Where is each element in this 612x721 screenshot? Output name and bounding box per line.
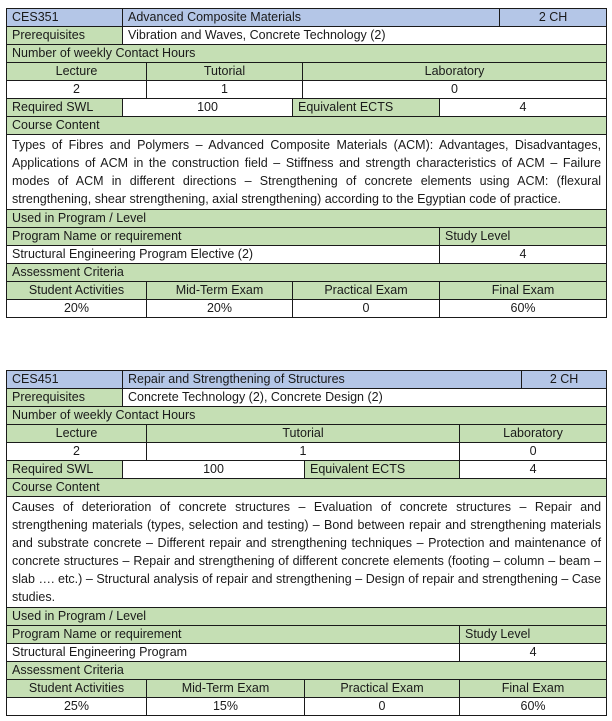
contact-hours-label: Number of weekly Contact Hours xyxy=(7,45,607,63)
practical-value: 0 xyxy=(305,698,460,716)
swl-label: Required SWL xyxy=(7,461,123,479)
laboratory-header: Laboratory xyxy=(460,425,607,443)
student-activities-value: 25% xyxy=(7,698,147,716)
swl-value: 100 xyxy=(123,461,305,479)
credit-hours: 2 CH xyxy=(522,371,607,389)
midterm-header: Mid-Term Exam xyxy=(147,680,305,698)
assessment-label: Assessment Criteria xyxy=(7,264,607,282)
study-level: 4 xyxy=(460,644,607,662)
lecture-hours: 2 xyxy=(7,81,147,99)
final-header: Final Exam xyxy=(460,680,607,698)
course-content-label: Course Content xyxy=(7,117,607,135)
prerequisites-label: Prerequisites xyxy=(7,27,123,45)
program-name: Structural Engineering Program Elective (2) xyxy=(7,246,440,264)
study-level-header: Study Level xyxy=(460,626,607,644)
course-title: Advanced Composite Materials xyxy=(123,9,500,27)
lecture-header: Lecture xyxy=(7,425,147,443)
program-name-header: Program Name or requirement xyxy=(7,228,440,246)
midterm-header: Mid-Term Exam xyxy=(147,282,293,300)
ects-label: Equivalent ECTS xyxy=(305,461,460,479)
practical-header: Practical Exam xyxy=(293,282,440,300)
study-level: 4 xyxy=(440,246,607,264)
course-content-text: Types of Fibres and Polymers – Advanced Composite Materials (ACM): Advantages, Disadvantages, Applications of ACM in the construction field – Stiffness and strength characteristics of ACM – Failure modes of ACM in different directions – Strengthening of concrete elements using ACM: (flexural strengthening, shear strengthening, axial strengthening) according to the Egyptian code of practice. xyxy=(7,135,607,210)
midterm-value: 20% xyxy=(147,300,293,318)
student-activities-header: Student Activities xyxy=(7,282,147,300)
practical-value: 0 xyxy=(293,300,440,318)
tutorial-hours: 1 xyxy=(147,81,303,99)
course-code: CES451 xyxy=(7,371,123,389)
study-level-header: Study Level xyxy=(440,228,607,246)
tutorial-header: Tutorial xyxy=(147,63,303,81)
course-title: Repair and Strengthening of Structures xyxy=(123,371,522,389)
prerequisites-value: Vibration and Waves, Concrete Technology (2) xyxy=(123,27,607,45)
tutorial-hours: 1 xyxy=(147,443,460,461)
student-activities-value: 20% xyxy=(7,300,147,318)
course-content-label: Course Content xyxy=(7,479,607,497)
student-activities-header: Student Activities xyxy=(7,680,147,698)
tutorial-header: Tutorial xyxy=(147,425,460,443)
practical-header: Practical Exam xyxy=(305,680,460,698)
ects-value: 4 xyxy=(460,461,607,479)
swl-label: Required SWL xyxy=(7,99,123,117)
credit-hours: 2 CH xyxy=(500,9,607,27)
ects-label: Equivalent ECTS xyxy=(293,99,440,117)
laboratory-hours: 0 xyxy=(460,443,607,461)
final-value: 60% xyxy=(440,300,607,318)
swl-value: 100 xyxy=(123,99,293,117)
course-content-text: Causes of deterioration of concrete structures – Evaluation of concrete structures – Repair and strengthening materials (types, selection and testing) – Bond between repair and strengthening materials and substrate concrete – Different repair and strengthening techniques – Protection and maintenance of concrete structures – Repair and strengthening of different concrete elements (footing – column – beam – slab …. etc.) – Structural analysis of repair and strengthening – Design of repair and strengthening – Case studies. xyxy=(7,497,607,608)
lecture-header: Lecture xyxy=(7,63,147,81)
laboratory-header: Laboratory xyxy=(303,63,607,81)
course-code: CES351 xyxy=(7,9,123,27)
lecture-hours: 2 xyxy=(7,443,147,461)
course-table-ces451 xyxy=(6,370,607,716)
course-table-ces351 xyxy=(6,8,607,318)
laboratory-hours: 0 xyxy=(303,81,607,99)
final-value: 60% xyxy=(460,698,607,716)
midterm-value: 15% xyxy=(147,698,305,716)
program-name: Structural Engineering Program xyxy=(7,644,460,662)
final-header: Final Exam xyxy=(440,282,607,300)
program-level-label: Used in Program / Level xyxy=(7,210,607,228)
prerequisites-label: Prerequisites xyxy=(7,389,123,407)
assessment-label: Assessment Criteria xyxy=(7,662,607,680)
program-level-label: Used in Program / Level xyxy=(7,608,607,626)
contact-hours-label: Number of weekly Contact Hours xyxy=(7,407,607,425)
prerequisites-value: Concrete Technology (2), Concrete Design (2) xyxy=(123,389,607,407)
ects-value: 4 xyxy=(440,99,607,117)
program-name-header: Program Name or requirement xyxy=(7,626,460,644)
